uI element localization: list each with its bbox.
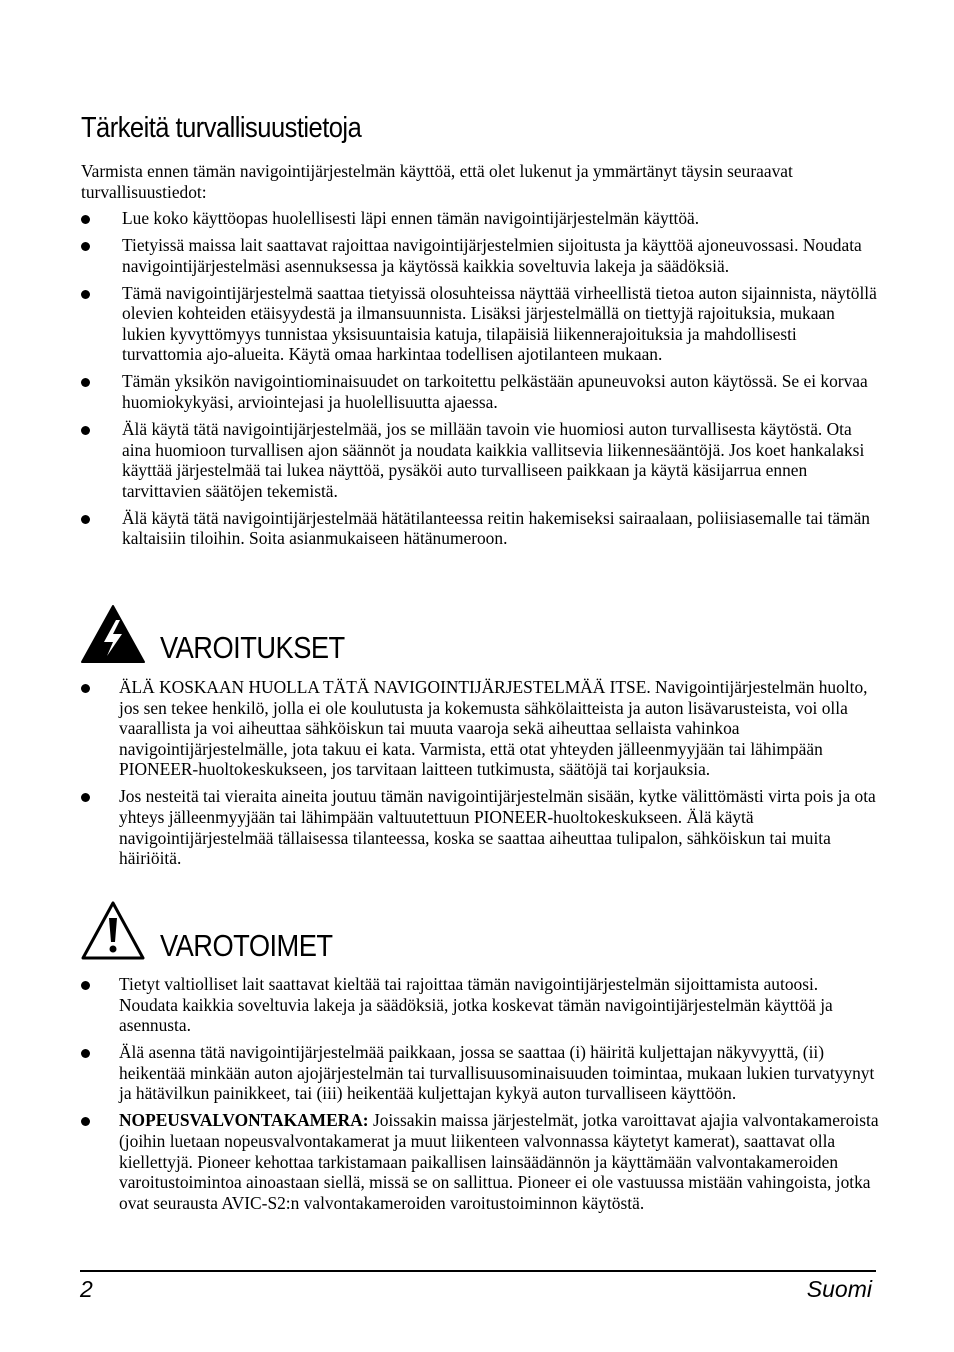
- bullet-icon: [81, 242, 90, 251]
- section-title-safety: Tärkeitä turvallisuustietoja: [81, 112, 362, 144]
- speedcam-paragraph: [119, 1110, 881, 1213]
- bullet-icon: [81, 426, 90, 435]
- bullet-icon: [81, 378, 90, 387]
- speedcam-text: Joissakin maissa järjestelmät, jotka varoittavat ajajia valvontakameroista (joihin luetaan nopeusvalvontakamerat ja muut liikenteen valvonnassa käytetyt kamerat), saattavat olla kiellettyjä. Pioneer kehottaa tarkistamaan paikallisen lainsäädännön ja käyttämään valvontakameroiden varoitustoimintoa ainoastaan siellä, missä se on sallittua. Pioneer ei ole vastuussa mistään vahingoista, jotka ovat seurausta AVIC-S2:n valvontakameroiden varoitustoiminnon käytöstä.: [119, 1110, 879, 1213]
- bullet-icon: [81, 793, 90, 802]
- bullet-icon: [81, 1049, 90, 1058]
- bullet-icon: [81, 515, 90, 524]
- list-item: [81, 1110, 881, 1213]
- list-item: Älä käytä tätä navigointijärjestelmää, jos se millään tavoin vie huomiosi auton turvallisesta käytöstä. Ota aina huomioon turvallisen ajon säännöt ja noudata kaikkia vallitsevia liikennesääntöjä. Jos koet hankalaksi käyttää järjestelmää tai lukea näyttöä, pysäköi auto turvalliseen paikkaan ja käytä käsijarrua ennen tarvittavien säätöjen tekemistä.: [81, 419, 881, 501]
- safety-list: [81, 208, 881, 555]
- bullet-icon: [81, 981, 90, 990]
- bullet-icon: [81, 684, 90, 693]
- list-item: Tietyt valtiolliset lait saattavat kieltää tai rajoittaa tämän navigointijärjestelmän sijoittamista autoosi. Noudata kaikkia soveltuvia lakeja ja säädöksiä, jotka koskevat tämän navigointijärjestelmän käyttöä ja asennusta.: [81, 974, 881, 1036]
- safety-intro: Varmista ennen tämän navigointijärjestelmän käyttöä, että olet lukenut ja ymmärtänyt täysin seuraavat turvallisuustiedot:: [81, 161, 793, 202]
- list-item: Jos nesteitä tai vieraita aineita joutuu tämän navigointijärjestelmän sisään, kytke välittömästi virta pois ja ota yhteys jälleenmyyjään tai lähimpään valtuutettuun PIONEER-huoltokeskukseen. Älä käytä navigointijärjestelmää tällaisessa tilanteessa, koska se saattaa aiheuttaa tulipalon, sähköiskun tai muita häiriöitä.: [81, 786, 881, 868]
- footer-language: Suomi: [806, 1276, 872, 1302]
- list-item: Tietyissä maissa lait saattavat rajoittaa navigointijärjestelmien sijoitusta ja käyttöä ajoneuvossasi. Noudata navigointijärjestelmäsi asennuksessa ja käytössä kaikkia soveltuvia lakeja ja säädöksiä.: [81, 235, 881, 276]
- warnings-list: [81, 677, 881, 875]
- list-item: Tämä navigointijärjestelmä saattaa tietyissä olosuhteissa näyttää virheellistä tietoa auton sijainnista, näytöllä olevien kohteiden etäisyydestä ja ilmansuunnista. Lisäksi järjestelmällä on tiettyjä rajoituksia, mukaan lukien kyvyttömyys tunnistaa yksisuuntaisia katuja, tilapäisiä liikennerajoituksia ja mahdollisesti turvattomia ajo-alueita. Käytä omaa harkintaa todellisen ajotilanteen mukaan.: [81, 283, 881, 365]
- bullet-icon: [81, 215, 90, 224]
- electric-shock-warning-icon: [80, 604, 146, 664]
- list-item: Älä asenna tätä navigointijärjestelmää paikkaan, jossa se saattaa (i) häiritä kuljettajan näkyvyyttä, (ii) heikentää minkään auton ajojärjestelmän tai turvallisuusominaisuuden toimintaa, mukaan lukien turvatyynyt ja hätävilkun painikkeet, tai (iii) heikentää kuljettajan kykyä auton turvalliseen käyttöön.: [81, 1042, 881, 1104]
- section-title-cautions: VAROTOIMET: [160, 928, 333, 963]
- page-number: 2: [80, 1276, 93, 1302]
- list-item: ÄLÄ KOSKAAN HUOLLA TÄTÄ NAVIGOINTIJÄRJESTELMÄÄ ITSE. Navigointijärjestelmän huolto, jos sen tekee henkilö, jolla ei ole koulutusta ja kokemusta sähkölaitteista ja auton lisävarusteista, voi olla vaarallista ja voi aiheuttaa sähköiskun tai muuta vaaroja sekä aiheuttaa sellaista vahinkoa navigointijärjestelmälle, jota takuu ei kata. Varmista, että otat yhteyden jälleenmyyjään tai lähimpään PIONEER-huoltokeskukseen, jos tarvitaan laitteen tutkimusta, säätöjä tai korjauksia.: [81, 677, 881, 780]
- list-item: Tämän yksikön navigointiominaisuudet on tarkoitettu pelkästään apuneuvoksi auton käytössä. Se ei korvaa huomiokykyäsi, arviointejasi ja huolellisuutta ajaessa.: [81, 371, 881, 412]
- speedcam-label: NOPEUSVALVONTAKAMERA:: [119, 1110, 369, 1131]
- section-title-warnings: VAROITUKSET: [160, 630, 345, 665]
- bullet-icon: [81, 290, 90, 299]
- list-item: Lue koko käyttöopas huolellisesti läpi ennen tämän navigointijärjestelmän käyttöä.: [81, 208, 881, 229]
- footer-divider: [80, 1270, 876, 1272]
- list-item: Älä käytä tätä navigointijärjestelmää hätätilanteessa reitin hakemiseksi sairaalaan, poliisiasemalle tai tämän kaltaisiin tiloihin. Soita asianmukaiseen hätänumeroon.: [81, 508, 881, 549]
- caution-exclamation-icon: [80, 900, 146, 960]
- cautions-list: [81, 974, 881, 1220]
- bullet-icon: [81, 1117, 90, 1126]
